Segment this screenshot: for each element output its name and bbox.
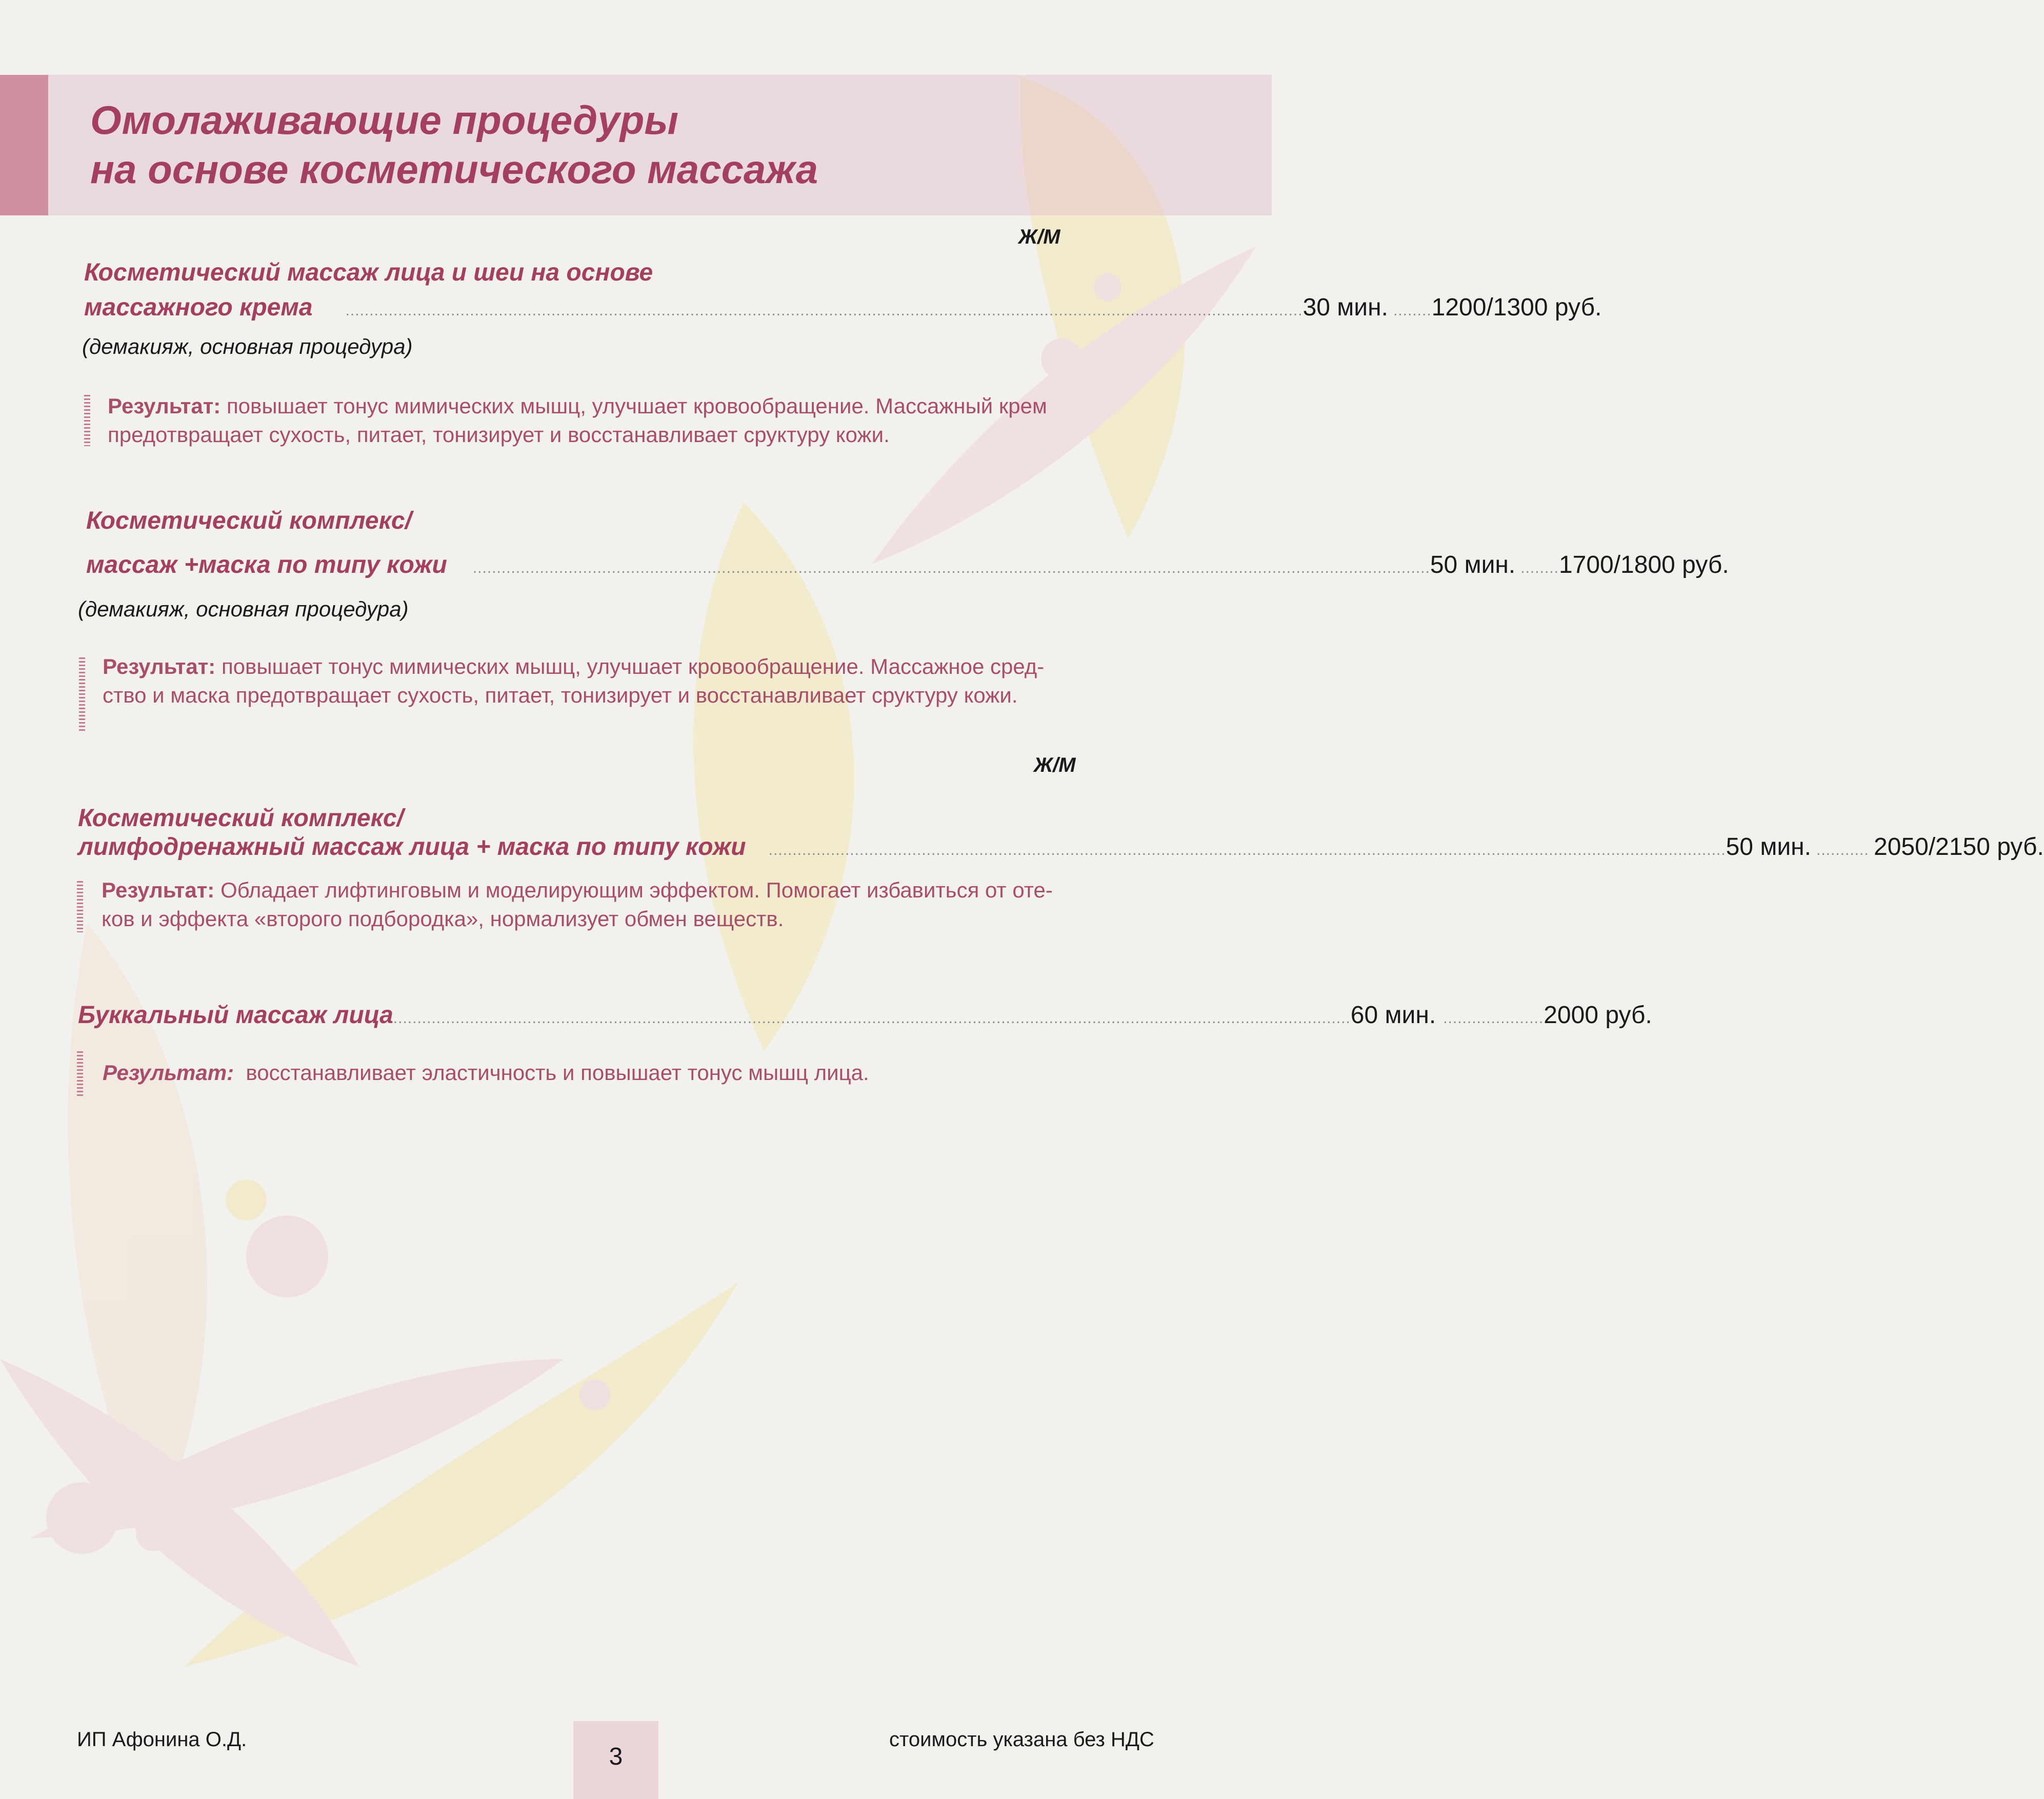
service-1-result-label: Результат: xyxy=(108,394,221,418)
service-3-result-line-2: ков и эффекта «второго подбородка», нормализует обмен веществ. xyxy=(102,907,784,931)
service-4-price: 2000 руб. xyxy=(1544,1002,1652,1029)
leader-dots: ........... xyxy=(1816,842,1874,858)
leader-dots: ........................................................................................................................................................................................................ xyxy=(393,1010,1351,1027)
page-number: 3 xyxy=(609,1743,623,1770)
page-title-line-2: на основе косметического массажа xyxy=(90,147,818,192)
leader-dots: ........ xyxy=(1393,302,1432,319)
column-label-gender: Ж/М xyxy=(1034,754,1076,776)
service-1-price: 1200/1300 руб. xyxy=(1431,294,1602,321)
leader-dots: ........................................................................................................................................................................................................ xyxy=(345,302,1303,319)
service-1-result-line-1: повышает тонус мимических мышц, улучшает кровообращение. Массажный крем xyxy=(226,394,1047,418)
service-2-name-line-2: массаж +маска по типу кожи xyxy=(86,551,447,578)
footer-vat-note: стоимость указана без НДС xyxy=(889,1728,1154,1751)
service-2-price: 1700/1800 руб. xyxy=(1558,551,1729,578)
service-1-duration: 30 мин. xyxy=(1302,294,1388,321)
service-2-result-label: Результат: xyxy=(103,654,216,678)
service-2-note: (демакияж, основная процедура) xyxy=(78,597,409,621)
service-1-name-line-2: массажного крема xyxy=(84,294,313,321)
service-4-price-row xyxy=(78,1000,1652,1034)
result-marker-bar xyxy=(77,881,83,932)
footer-company: ИП Афонина О.Д. xyxy=(77,1728,247,1751)
service-1-note: (демакияж, основная процедура) xyxy=(82,334,413,358)
service-4-name: Буккальный массаж лица xyxy=(78,1002,393,1029)
service-3-duration: 50 мин. xyxy=(1726,833,1811,861)
service-3-result-line-1: Обладает лифтинговым и моделирующим эффектом. Помогает избавиться от оте- xyxy=(220,878,1053,902)
service-2-name-line-1: Косметический комплекс/ xyxy=(86,507,412,534)
service-4-duration: 60 мин. xyxy=(1350,1002,1436,1029)
leader-dots: ........ xyxy=(1520,559,1559,576)
service-3-name-line-1: Косметический комплекс/ xyxy=(78,805,404,832)
leader-dots: ..................... xyxy=(1443,1010,1544,1027)
service-1-price-row xyxy=(84,292,1602,326)
service-4-result xyxy=(103,1058,1205,1087)
service-3-price: 2050/2150 руб. xyxy=(1874,833,2044,861)
service-2-price-row xyxy=(86,550,1729,584)
service-3-price-row xyxy=(78,832,2044,866)
leader-dots: ........................................................................................................................................................................................................ xyxy=(472,559,1430,576)
service-2-result xyxy=(103,652,1210,710)
leader-dots: ........................................................................................................................................................................................................ xyxy=(768,842,1726,858)
service-2-result-line-1: повышает тонус мимических мышц, улучшает кровообращение. Массажное сред- xyxy=(221,654,1045,678)
service-4-result-text: восстанавливает эластичность и повышает тонус мышц лица. xyxy=(246,1061,869,1085)
service-1-result-line-2: предотвращает сухость, питает, тонизирует и восстанавливает сруктуру кожи. xyxy=(108,423,890,447)
service-3-result-label: Результат: xyxy=(102,878,215,902)
column-label-gender: Ж/М xyxy=(1018,226,1060,248)
header-accent-bar xyxy=(0,75,48,215)
service-4-result-label: Результат: xyxy=(103,1061,234,1085)
service-2-result-line-2: ство и маска предотвращает сухость, питает, тонизирует и восстанавливает сруктуру кожи. xyxy=(103,683,1018,707)
service-3-result xyxy=(102,876,1214,933)
service-1-result xyxy=(108,392,1210,449)
result-marker-bar xyxy=(79,657,85,732)
service-3-name-line-2: лимфодренажный массаж лица + маска по типу кожи xyxy=(78,833,746,861)
page-title-line-1: Омолаживающие процедуры xyxy=(90,97,679,143)
result-marker-bar xyxy=(77,1051,83,1097)
service-1-name-line-1: Косметический массаж лица и шеи на основе xyxy=(84,259,653,286)
service-2-duration: 50 мин. xyxy=(1430,551,1516,578)
page-title xyxy=(90,95,1218,194)
result-marker-bar xyxy=(84,395,90,446)
